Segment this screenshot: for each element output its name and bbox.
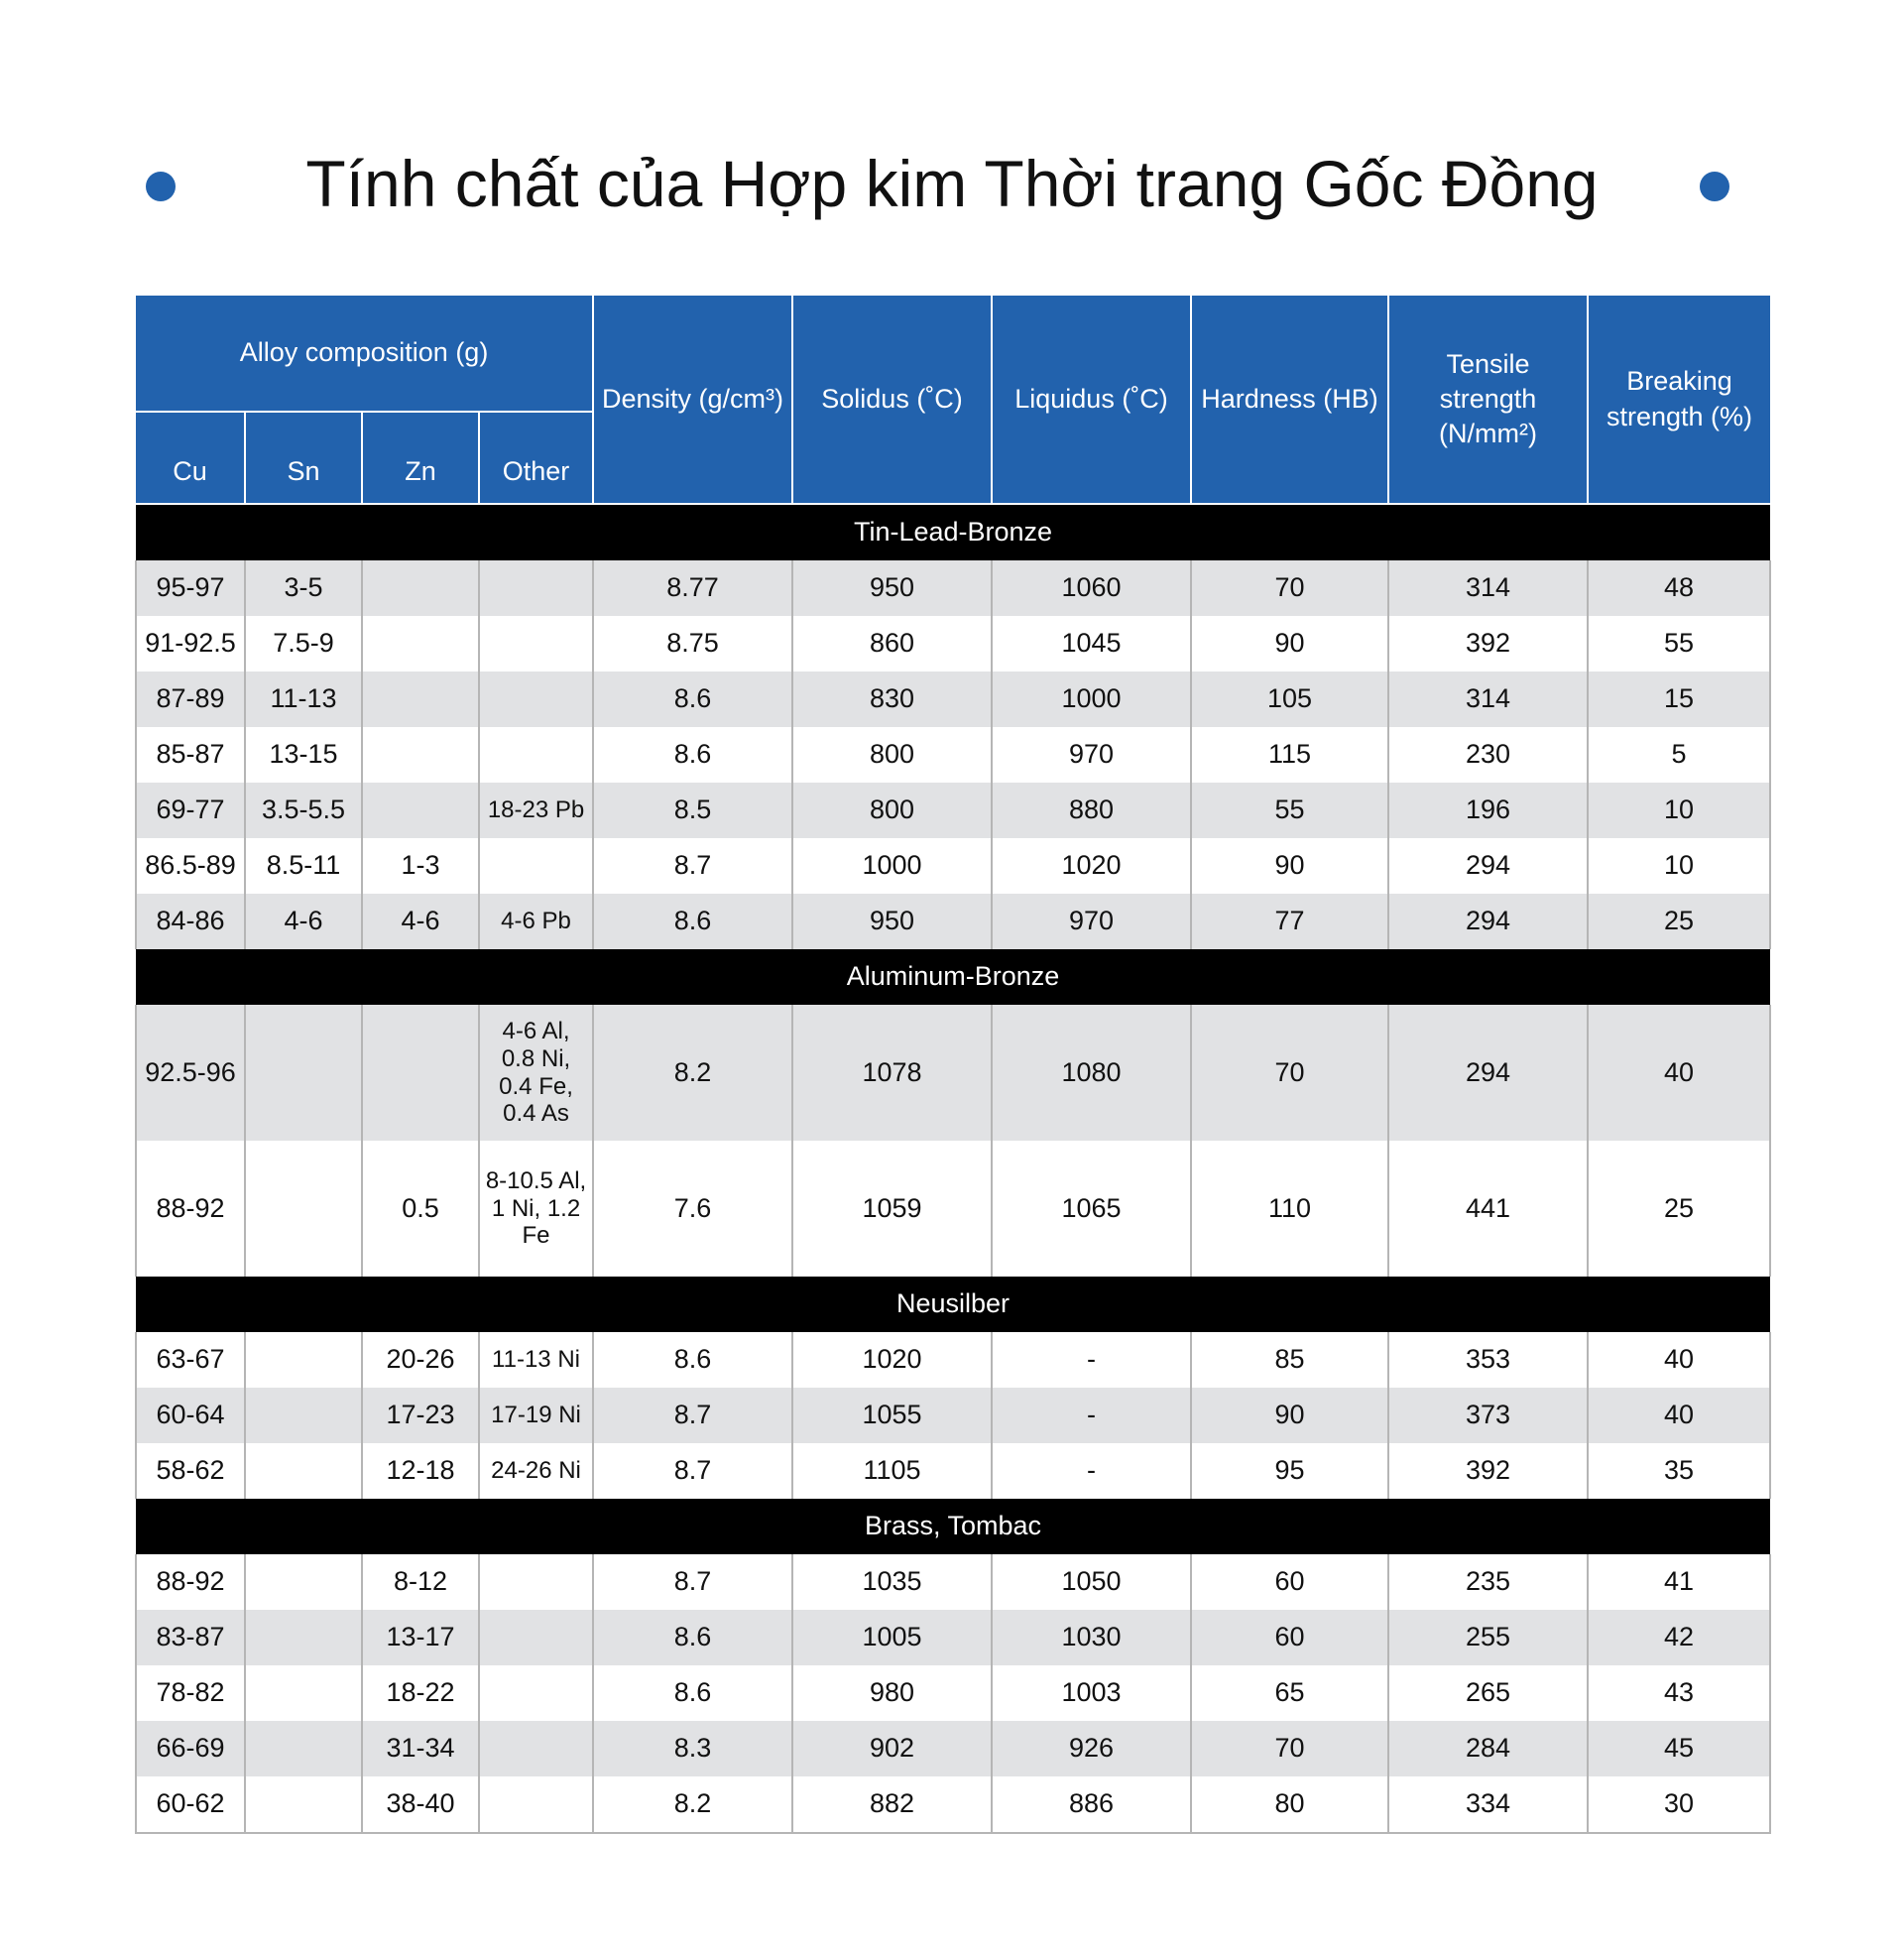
cell-cu: 87-89 — [136, 672, 245, 727]
cell-breaking: 25 — [1588, 894, 1770, 949]
cell-zn: 0.5 — [362, 1141, 479, 1277]
cell-solidus: 860 — [792, 616, 992, 672]
cell-zn: 12-18 — [362, 1443, 479, 1499]
header-liquidus: Liquidus (˚C) — [992, 296, 1191, 504]
cell-cu: 83-87 — [136, 1610, 245, 1665]
cell-sn — [245, 1443, 362, 1499]
cell-hardness: 115 — [1191, 727, 1388, 783]
cell-breaking: 35 — [1588, 1443, 1770, 1499]
table-row — [136, 1610, 1770, 1665]
cell-tensile: 314 — [1388, 560, 1588, 616]
cell-liquidus: 1000 — [992, 672, 1191, 727]
header-sn: Sn — [245, 412, 362, 504]
table-row — [136, 1388, 1770, 1443]
table-row — [136, 727, 1770, 783]
header-breaking-strength: Breaking strength (%) — [1588, 296, 1770, 504]
cell-breaking: 30 — [1588, 1776, 1770, 1833]
section-title: Aluminum-Bronze — [136, 949, 1770, 1005]
table-row — [136, 1332, 1770, 1388]
cell-tensile: 294 — [1388, 838, 1588, 894]
cell-cu: 78-82 — [136, 1665, 245, 1721]
cell-solidus: 950 — [792, 894, 992, 949]
cell-other: 4-6 Pb — [479, 894, 593, 949]
cell-sn: 7.5-9 — [245, 616, 362, 672]
cell-zn — [362, 783, 479, 838]
cell-breaking: 40 — [1588, 1005, 1770, 1141]
cell-sn — [245, 1554, 362, 1610]
cell-solidus: 830 — [792, 672, 992, 727]
cell-zn: 31-34 — [362, 1721, 479, 1776]
cell-liquidus: - — [992, 1388, 1191, 1443]
cell-liquidus: 880 — [992, 783, 1191, 838]
cell-solidus: 902 — [792, 1721, 992, 1776]
cell-liquidus: 1030 — [992, 1610, 1191, 1665]
cell-cu: 60-64 — [136, 1388, 245, 1443]
cell-density: 8.6 — [593, 1332, 792, 1388]
cell-tensile: 196 — [1388, 783, 1588, 838]
section-title: Neusilber — [136, 1277, 1770, 1332]
cell-density: 8.5 — [593, 783, 792, 838]
cell-cu: 85-87 — [136, 727, 245, 783]
cell-tensile: 441 — [1388, 1141, 1588, 1277]
cell-breaking: 41 — [1588, 1554, 1770, 1610]
cell-solidus: 1020 — [792, 1332, 992, 1388]
cell-hardness: 60 — [1191, 1610, 1388, 1665]
cell-sn — [245, 1141, 362, 1277]
bullet-dot-icon — [1700, 172, 1729, 201]
cell-cu: 63-67 — [136, 1332, 245, 1388]
cell-zn — [362, 672, 479, 727]
cell-hardness: 60 — [1191, 1554, 1388, 1610]
cell-liquidus: 1060 — [992, 560, 1191, 616]
header-cu: Cu — [136, 412, 245, 504]
cell-density: 8.6 — [593, 1665, 792, 1721]
cell-breaking: 5 — [1588, 727, 1770, 783]
cell-sn: 3.5-5.5 — [245, 783, 362, 838]
cell-other: 11-13 Ni — [479, 1332, 593, 1388]
cell-other — [479, 616, 593, 672]
cell-other — [479, 727, 593, 783]
cell-cu: 84-86 — [136, 894, 245, 949]
cell-solidus: 1055 — [792, 1388, 992, 1443]
cell-solidus: 950 — [792, 560, 992, 616]
cell-tensile: 392 — [1388, 616, 1588, 672]
cell-solidus: 882 — [792, 1776, 992, 1833]
cell-other — [479, 1776, 593, 1833]
cell-cu: 88-92 — [136, 1554, 245, 1610]
cell-solidus: 800 — [792, 727, 992, 783]
cell-liquidus: - — [992, 1443, 1191, 1499]
cell-other — [479, 838, 593, 894]
table-row — [136, 672, 1770, 727]
cell-zn — [362, 560, 479, 616]
cell-solidus: 1035 — [792, 1554, 992, 1610]
cell-density: 7.6 — [593, 1141, 792, 1277]
cell-cu: 58-62 — [136, 1443, 245, 1499]
cell-cu: 60-62 — [136, 1776, 245, 1833]
cell-sn — [245, 1388, 362, 1443]
cell-density: 8.7 — [593, 1388, 792, 1443]
cell-liquidus: 1080 — [992, 1005, 1191, 1141]
section-title: Brass, Tombac — [136, 1499, 1770, 1554]
cell-density: 8.6 — [593, 1610, 792, 1665]
cell-tensile: 284 — [1388, 1721, 1588, 1776]
table-row — [136, 560, 1770, 616]
cell-sn: 4-6 — [245, 894, 362, 949]
cell-density: 8.2 — [593, 1776, 792, 1833]
cell-tensile: 373 — [1388, 1388, 1588, 1443]
cell-hardness: 70 — [1191, 1005, 1388, 1141]
table-row — [136, 1776, 1770, 1833]
header-alloy-composition: Alloy composition (g) — [136, 296, 593, 412]
cell-density: 8.2 — [593, 1005, 792, 1141]
cell-breaking: 25 — [1588, 1141, 1770, 1277]
cell-sn — [245, 1721, 362, 1776]
section-row — [136, 1277, 1770, 1332]
cell-tensile: 353 — [1388, 1332, 1588, 1388]
cell-hardness: 90 — [1191, 616, 1388, 672]
cell-other: 8-10.5 Al, 1 Ni, 1.2 Fe — [479, 1141, 593, 1277]
cell-solidus: 1000 — [792, 838, 992, 894]
cell-hardness: 105 — [1191, 672, 1388, 727]
cell-liquidus: 1050 — [992, 1554, 1191, 1610]
cell-tensile: 255 — [1388, 1610, 1588, 1665]
cell-tensile: 230 — [1388, 727, 1588, 783]
section-row — [136, 1499, 1770, 1554]
cell-zn — [362, 727, 479, 783]
cell-hardness: 110 — [1191, 1141, 1388, 1277]
cell-breaking: 15 — [1588, 672, 1770, 727]
cell-liquidus: 1045 — [992, 616, 1191, 672]
header-hardness: Hardness (HB) — [1191, 296, 1388, 504]
cell-hardness: 80 — [1191, 1776, 1388, 1833]
cell-other — [479, 1721, 593, 1776]
table-row — [136, 1141, 1770, 1277]
cell-hardness: 77 — [1191, 894, 1388, 949]
cell-hardness: 70 — [1191, 560, 1388, 616]
table-row — [136, 894, 1770, 949]
section-row — [136, 949, 1770, 1005]
cell-cu: 69-77 — [136, 783, 245, 838]
cell-zn: 38-40 — [362, 1776, 479, 1833]
cell-zn: 17-23 — [362, 1388, 479, 1443]
title-bar — [0, 134, 1904, 233]
cell-cu: 95-97 — [136, 560, 245, 616]
cell-solidus: 1005 — [792, 1610, 992, 1665]
cell-solidus: 1059 — [792, 1141, 992, 1277]
table-row — [136, 1665, 1770, 1721]
header-solidus: Solidus (˚C) — [792, 296, 992, 504]
cell-tensile: 392 — [1388, 1443, 1588, 1499]
cell-sn — [245, 1665, 362, 1721]
cell-tensile: 235 — [1388, 1554, 1588, 1610]
cell-sn — [245, 1332, 362, 1388]
cell-hardness: 90 — [1191, 1388, 1388, 1443]
cell-zn: 13-17 — [362, 1610, 479, 1665]
section-row — [136, 504, 1770, 560]
header-zn: Zn — [362, 412, 479, 504]
cell-cu: 91-92.5 — [136, 616, 245, 672]
header-tensile-strength: Tensile strength (N/mm²) — [1388, 296, 1588, 504]
cell-tensile: 314 — [1388, 672, 1588, 727]
cell-zn: 20-26 — [362, 1332, 479, 1388]
cell-breaking: 45 — [1588, 1721, 1770, 1776]
cell-zn: 8-12 — [362, 1554, 479, 1610]
cell-sn — [245, 1776, 362, 1833]
cell-solidus: 1105 — [792, 1443, 992, 1499]
cell-cu: 88-92 — [136, 1141, 245, 1277]
cell-density: 8.6 — [593, 894, 792, 949]
table-row — [136, 1005, 1770, 1141]
cell-hardness: 95 — [1191, 1443, 1388, 1499]
cell-cu: 86.5-89 — [136, 838, 245, 894]
cell-hardness: 55 — [1191, 783, 1388, 838]
cell-sn: 3-5 — [245, 560, 362, 616]
cell-zn: 4-6 — [362, 894, 479, 949]
cell-breaking: 10 — [1588, 838, 1770, 894]
cell-solidus: 980 — [792, 1665, 992, 1721]
cell-liquidus: 1065 — [992, 1141, 1191, 1277]
cell-liquidus: 1003 — [992, 1665, 1191, 1721]
cell-sn — [245, 1610, 362, 1665]
cell-solidus: 800 — [792, 783, 992, 838]
cell-breaking: 43 — [1588, 1665, 1770, 1721]
cell-other: 4-6 Al, 0.8 Ni, 0.4 Fe, 0.4 As — [479, 1005, 593, 1141]
cell-cu: 92.5-96 — [136, 1005, 245, 1141]
cell-tensile: 265 — [1388, 1665, 1588, 1721]
cell-tensile: 294 — [1388, 894, 1588, 949]
cell-other — [479, 560, 593, 616]
cell-sn — [245, 1005, 362, 1141]
cell-solidus: 1078 — [792, 1005, 992, 1141]
cell-breaking: 42 — [1588, 1610, 1770, 1665]
cell-liquidus: 886 — [992, 1776, 1191, 1833]
cell-density: 8.7 — [593, 1554, 792, 1610]
table-row — [136, 1443, 1770, 1499]
cell-other — [479, 672, 593, 727]
cell-density: 8.75 — [593, 616, 792, 672]
cell-density: 8.7 — [593, 838, 792, 894]
table-row — [136, 783, 1770, 838]
alloy-properties-table — [135, 296, 1771, 1834]
cell-liquidus: 926 — [992, 1721, 1191, 1776]
cell-liquidus: 970 — [992, 727, 1191, 783]
cell-cu: 66-69 — [136, 1721, 245, 1776]
page-title: Tính chất của Hợp kim Thời trang Gốc Đồng — [305, 147, 1599, 220]
cell-other: 24-26 Ni — [479, 1443, 593, 1499]
cell-density: 8.6 — [593, 672, 792, 727]
cell-zn: 18-22 — [362, 1665, 479, 1721]
cell-density: 8.3 — [593, 1721, 792, 1776]
cell-hardness: 65 — [1191, 1665, 1388, 1721]
cell-zn: 1-3 — [362, 838, 479, 894]
cell-density: 8.6 — [593, 727, 792, 783]
cell-hardness: 85 — [1191, 1332, 1388, 1388]
cell-breaking: 55 — [1588, 616, 1770, 672]
section-title: Tin-Lead-Bronze — [136, 504, 1770, 560]
cell-hardness: 90 — [1191, 838, 1388, 894]
cell-density: 8.7 — [593, 1443, 792, 1499]
table-row — [136, 1721, 1770, 1776]
header-density: Density (g/cm³) — [593, 296, 792, 504]
table-row — [136, 616, 1770, 672]
cell-hardness: 70 — [1191, 1721, 1388, 1776]
cell-other — [479, 1665, 593, 1721]
cell-liquidus: 1020 — [992, 838, 1191, 894]
table-row — [136, 1554, 1770, 1610]
cell-sn: 13-15 — [245, 727, 362, 783]
cell-sn: 8.5-11 — [245, 838, 362, 894]
cell-other — [479, 1610, 593, 1665]
table-row — [136, 838, 1770, 894]
cell-breaking: 48 — [1588, 560, 1770, 616]
cell-breaking: 40 — [1588, 1332, 1770, 1388]
cell-other — [479, 1554, 593, 1610]
cell-liquidus: 970 — [992, 894, 1191, 949]
cell-breaking: 10 — [1588, 783, 1770, 838]
header-other: Other — [479, 412, 593, 504]
cell-zn — [362, 616, 479, 672]
cell-tensile: 334 — [1388, 1776, 1588, 1833]
cell-zn — [362, 1005, 479, 1141]
cell-other: 17-19 Ni — [479, 1388, 593, 1443]
cell-sn: 11-13 — [245, 672, 362, 727]
cell-liquidus: - — [992, 1332, 1191, 1388]
cell-density: 8.77 — [593, 560, 792, 616]
cell-tensile: 294 — [1388, 1005, 1588, 1141]
cell-other: 18-23 Pb — [479, 783, 593, 838]
cell-breaking: 40 — [1588, 1388, 1770, 1443]
